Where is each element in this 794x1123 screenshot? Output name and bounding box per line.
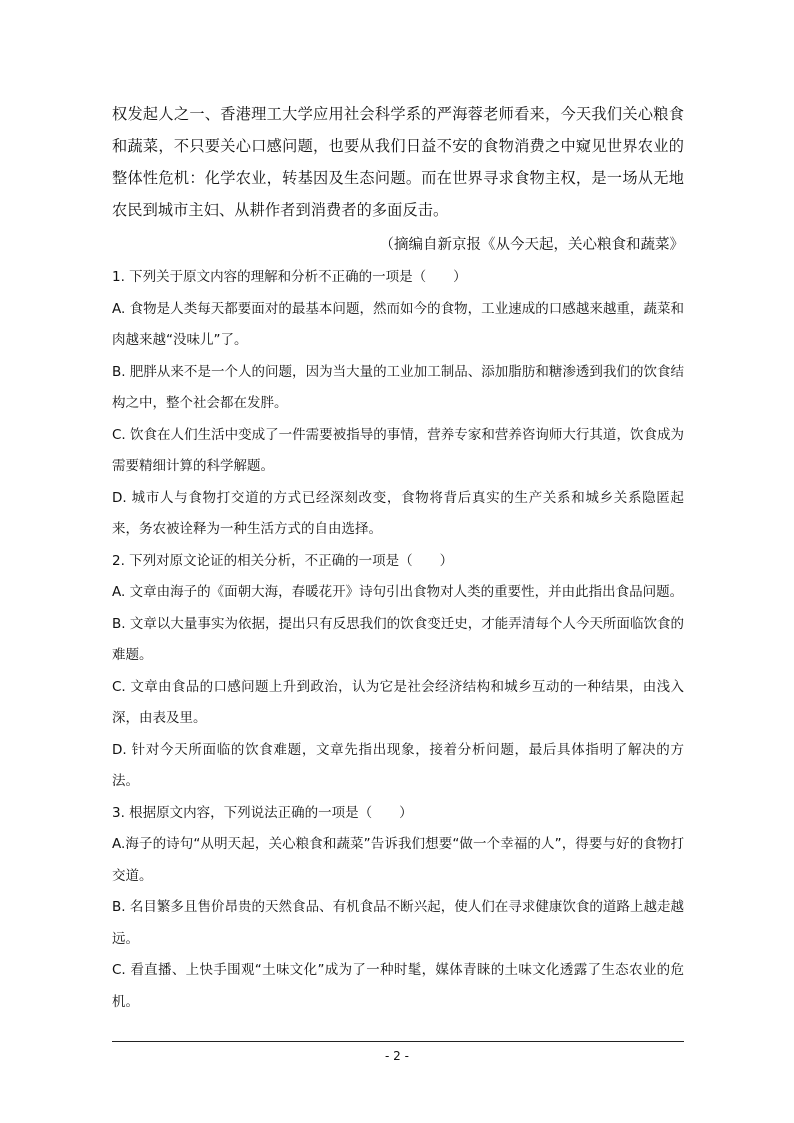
page-number: - 2 - xyxy=(385,1049,409,1063)
option-c: C. 饮食在人们生活中变成了一件需要被指导的事情，营养专家和营养咨询师大行其道，饮食成为需要精细计算的科学解题。 xyxy=(112,426,684,474)
footer-divider xyxy=(112,1041,684,1042)
question-3 xyxy=(112,798,684,1019)
option-a: A. 文章由海子的《面朝大海，春暖花开》诗句引出食物对人类的重要性，并由此指出食品问题。 xyxy=(112,584,684,600)
option-d: D. 针对今天所面临的饮食难题，文章先指出现象，接着分析问题，最后具体指明了解决的方法。 xyxy=(112,741,684,789)
option-a: A. 食物是人类每天都要面对的最基本问题，然而如今的食物，工业速成的口感越来越重，蔬菜和肉越来越“没味儿”了。 xyxy=(112,300,684,348)
document-body xyxy=(112,98,684,1018)
source-citation: （摘编自新京报《从今天起，关心粮食和蔬菜》 xyxy=(379,237,684,253)
option-a: A.海子的诗句“从明天起，关心粮食和蔬菜”告诉我们想要“做一个幸福的人”，得要与好的食物打交道。 xyxy=(112,836,684,884)
question-1 xyxy=(112,262,684,546)
option-c: C. 文章由食品的口感问题上升到政治，认为它是社会经济结构和城乡互动的一种结果，由浅入深，由表及里。 xyxy=(112,678,684,726)
question-stem: 1. 下列关于原文内容的理解和分析不正确的一项是（ ） xyxy=(112,269,467,285)
question-2 xyxy=(112,546,684,798)
passage-paragraph: 权发起人之一、香港理工大学应用社会科学系的严海蓉老师看来，今天我们关心粮食和蔬菜，不只要关心口感问题，也要从我们日益不安的食物消费之中窥见世界农业的整体性危机：化学农业，转基因及生态问题。而在世界寻求食物主权，是一场从无地农民到城市主妇、从耕作者到消费者的多面反击。 xyxy=(112,105,684,219)
option-d: D. 城市人与食物打交道的方式已经深刻改变，食物将背后真实的生产关系和城乡关系隐匿起来，务农被诠释为一种生活方式的自由选择。 xyxy=(112,489,684,537)
option-b: B. 肥胖从来不是一个人的问题，因为当大量的工业加工制品、添加脂肪和糖渗透到我们的饮食结构之中，整个社会都在发胖。 xyxy=(112,363,684,411)
option-c: C. 看直播、上快手围观“土味文化”成为了一种时髦，媒体青睐的土味文化透露了生态农业的危机。 xyxy=(112,962,684,1010)
option-b: B. 名目繁多且售价昂贵的天然食品、有机食品不断兴起，使人们在寻求健康饮食的道路上越走越远。 xyxy=(112,899,684,947)
question-stem: 3. 根据原文内容，下列说法正确的一项是（ ） xyxy=(112,804,413,821)
question-stem: 2. 下列对原文论证的相关分析，不正确的一项是（ ） xyxy=(112,552,454,569)
option-b: B. 文章以大量事实为依据，提出只有反思我们的饮食变迁史，才能弄清每个人今天所面临饮食的难题。 xyxy=(112,615,684,663)
